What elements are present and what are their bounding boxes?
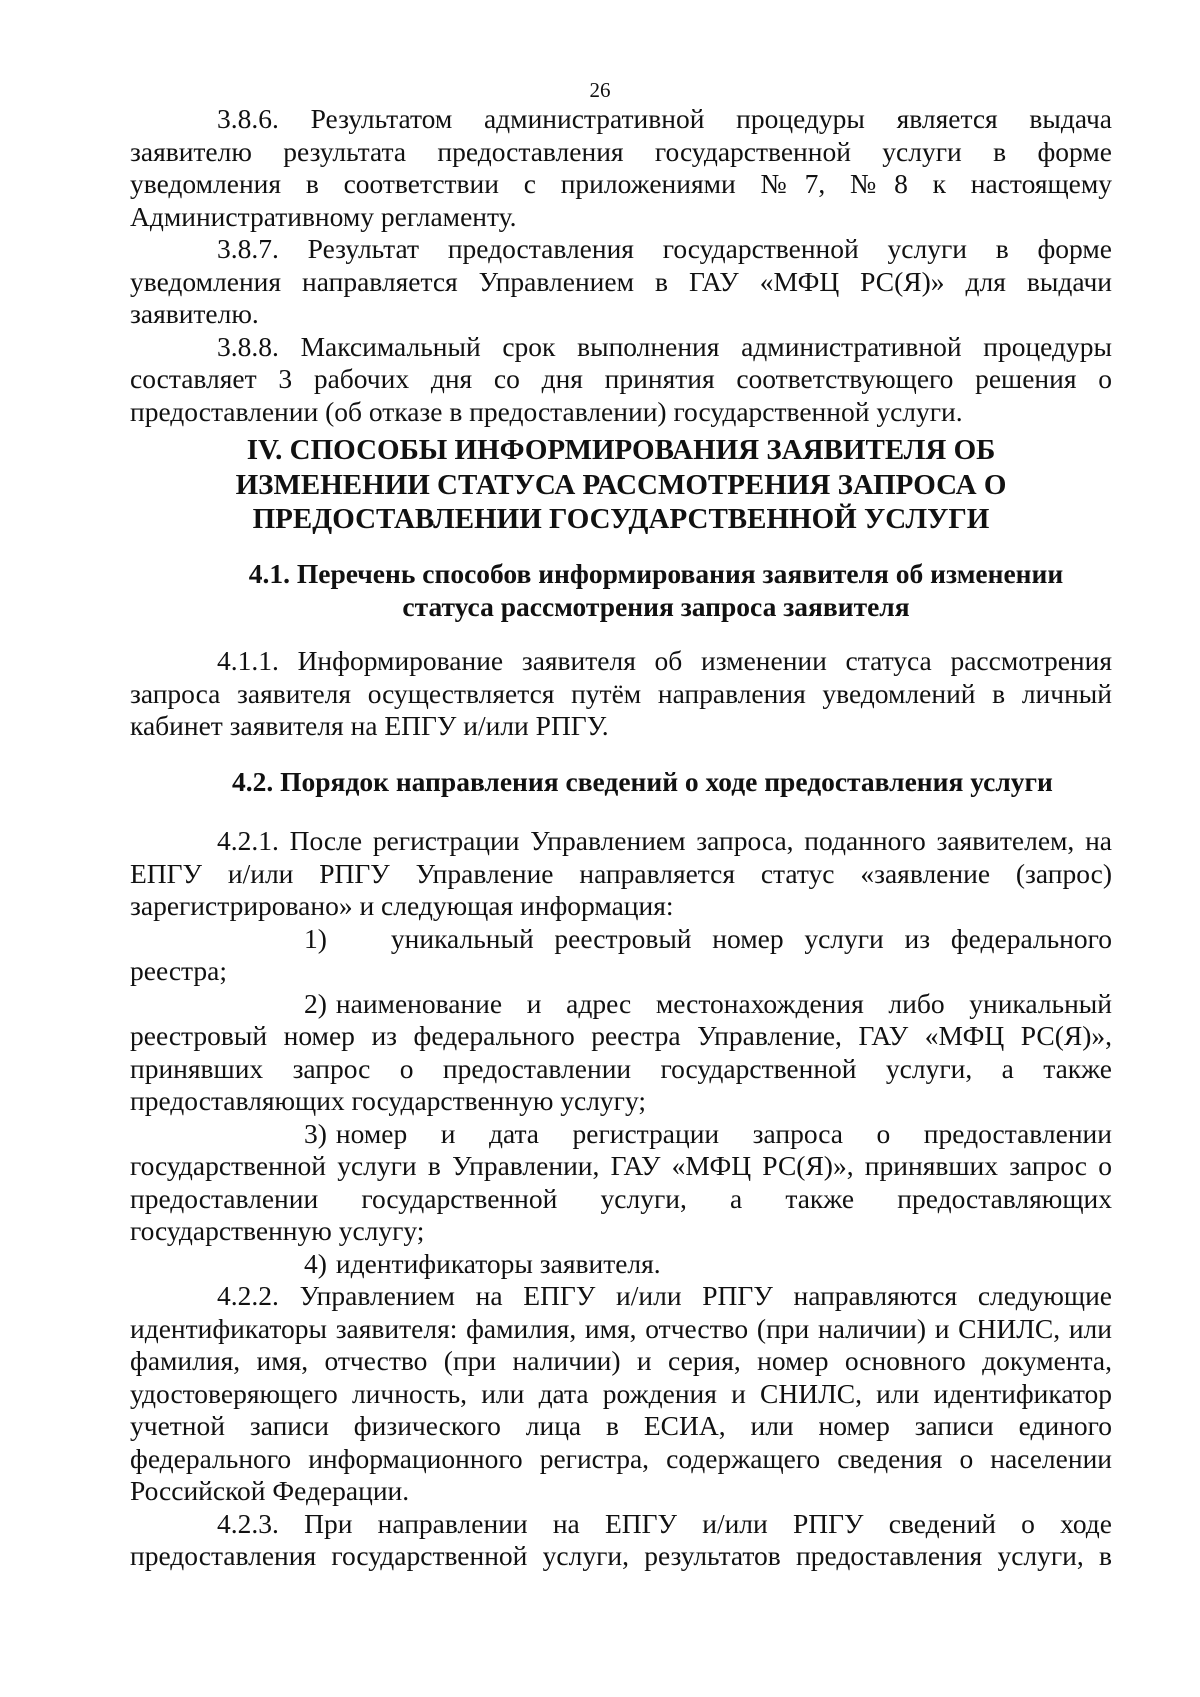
list-item-2 bbox=[130, 988, 1112, 1118]
subsection-4-1-title-line-2: статуса рассмотрения запроса заявителя bbox=[402, 591, 910, 622]
list-item-1 bbox=[130, 923, 1112, 988]
section-4-title-line-3: ПРЕДОСТАВЛЕНИИ ГОСУДАРСТВЕННОЙ УСЛУГИ bbox=[252, 503, 990, 535]
list-item-3-number: 3) bbox=[304, 1117, 327, 1149]
subsection-4-2-title-line: 4.2. Порядок направления сведений о ходе предоставления услуги bbox=[232, 766, 1053, 797]
list-item-4-text: идентификаторы заявителя. bbox=[335, 1247, 661, 1279]
paragraph-3-8-7: 3.8.7. Результат предоставления государственной услуги в форме уведомления направляется Управлением в ГАУ «МФЦ РС(Я)» для выдачи заявителю. bbox=[130, 233, 1112, 329]
paragraph-4-1-1-block bbox=[130, 645, 1112, 743]
paragraph-4-2-2: 4.2.2. Управлением на ЕПГУ и/или РПГУ направляются следующие идентификаторы заявителя: фамилия, имя, отчество (при наличии) и СНИЛС, или фамилия, имя, отчество (при наличии) и серия, номер основного документа, удостоверяющего личность, или дата рождения и СНИЛС, или идентификатор учетной записи физического лица в ЕСИА, или номер записи единого федерального информационного регистра, содержащего сведения о населении Российской Федерации. bbox=[130, 1280, 1112, 1506]
paragraph-4-1-1: 4.1.1. Информирование заявителя об изменении статуса рассмотрения запроса заявителя осуществляется путём направления уведомлений в личный кабинет заявителя на ЕПГУ и/или РПГУ. bbox=[130, 645, 1112, 741]
subsection-4-2-title bbox=[200, 765, 1112, 799]
subsection-4-1-title-line-1: 4.1. Перечень способов информирования заявителя об изменении bbox=[248, 558, 1064, 589]
section-4-2-paragraphs bbox=[130, 825, 1112, 1573]
section-4-title-line-1: IV. СПОСОБЫ ИНФОРМИРОВАНИЯ ЗАЯВИТЕЛЯ ОБ bbox=[246, 434, 996, 466]
list-item-2-text: наименование и адрес местонахождения либо уникальный реестровый номер из федерального реестра Управление, ГАУ «МФЦ РС(Я)», принявших запрос о предоставлении государственной услуги, а также предоставляющих государственную услугу; bbox=[130, 987, 1112, 1116]
paragraph-3-8-8: 3.8.8. Максимальный срок выполнения административной процедуры составляет 3 рабочих дня со дня принятия соответствующего решения о предоставлении (об отказе в предоставлении) государственной услуги. bbox=[130, 330, 1112, 427]
paragraph-4-2-1: 4.2.1. После регистрации Управлением запроса, поданного заявителем, на ЕПГУ и/или РПГУ Управление направляется статус «заявление (запрос) зарегистрировано» и следующая информация: bbox=[130, 825, 1112, 921]
paragraph-4-2-3: 4.2.3. При направлении на ЕПГУ и/или РПГУ сведений о ходе предоставления государственной услуги, результатов предоставления услуги, в bbox=[130, 1507, 1112, 1571]
page-number: 26 bbox=[589, 78, 611, 102]
list-item-3-text: номер и дата регистрации запроса о предоставлении государственной услуги в Управлении, ГАУ «МФЦ РС(Я)», принявших запрос о предоставлении государственной услуги, а также предоставляющих государственную услугу; bbox=[130, 1117, 1112, 1246]
paragraph-3-8-6: 3.8.6. Результатом административной процедуры является выдача заявителю результата предоставления государственной услуги в форме уведомления в соответствии с приложениями №7, №8 к настоящему Административному регламенту. bbox=[130, 103, 1112, 232]
list-item-4 bbox=[130, 1248, 1112, 1281]
list-item-1-text: уникальный реестровый номер услуги из федерального реестра; bbox=[130, 922, 1112, 986]
list-item-2-number: 2) bbox=[304, 987, 327, 1019]
list-item-4-number: 4) bbox=[304, 1247, 327, 1279]
subsection-4-1-title bbox=[200, 557, 1112, 623]
section-3-8-paragraphs bbox=[130, 103, 1112, 428]
list-item-3 bbox=[130, 1118, 1112, 1248]
list-item-1-number: 1) bbox=[304, 922, 327, 954]
section-4-title-line-2: ИЗМЕНЕНИИ СТАТУСА РАССМОТРЕНИЯ ЗАПРОСА О bbox=[235, 468, 1007, 501]
section-4-title bbox=[130, 433, 1112, 537]
